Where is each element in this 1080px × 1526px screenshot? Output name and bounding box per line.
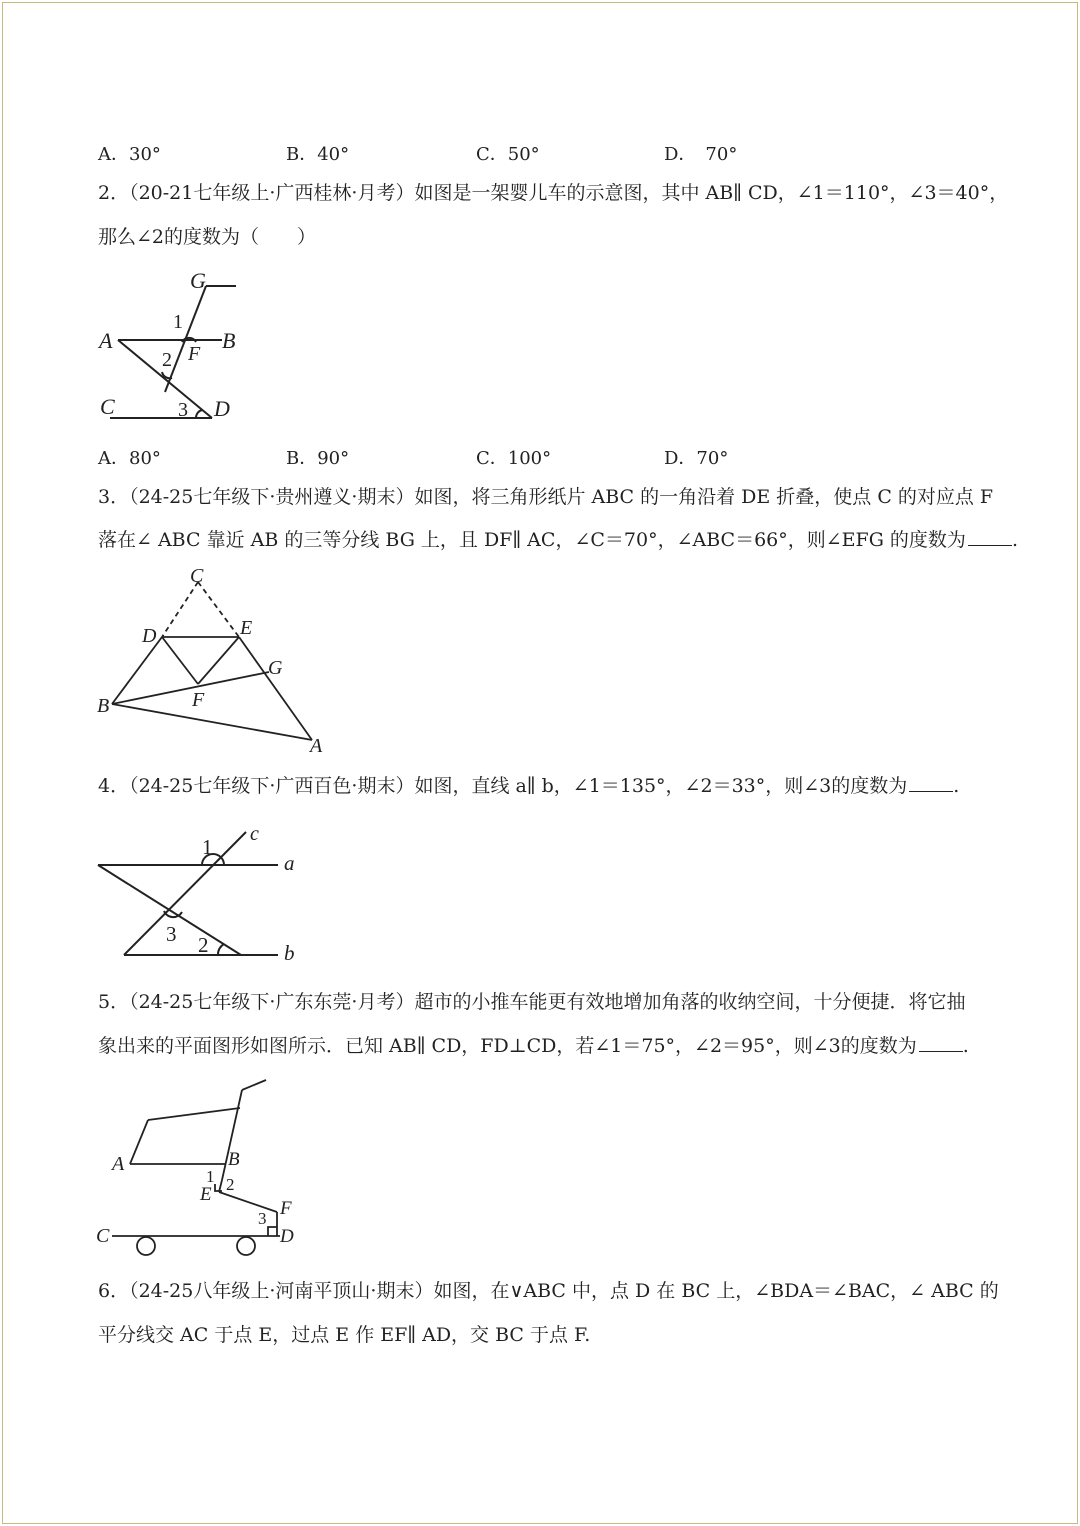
q3-label-e: E bbox=[240, 617, 253, 639]
q2-question-line2: 那么∠2的度数为（ ） bbox=[98, 226, 317, 248]
q2-label-3: 3 bbox=[178, 399, 188, 421]
q5-label-e: E bbox=[200, 1184, 212, 1205]
q2-label-1: 1 bbox=[173, 311, 183, 333]
q2-label-d: D bbox=[214, 396, 230, 421]
q2-stroller-figure bbox=[96, 268, 256, 428]
q3-label-f: F bbox=[192, 689, 205, 711]
q5-label-2: 2 bbox=[226, 1175, 235, 1194]
q3-label-d: D bbox=[142, 625, 157, 647]
q5-question-line2 bbox=[98, 1037, 969, 1056]
q5-shopping-cart-figure bbox=[94, 1074, 314, 1264]
q4-label-2: 2 bbox=[198, 933, 209, 957]
q2-question-line1: 2．（20-21七年级上·广西桂林·月考）如图是一架婴儿车的示意图，其中 AB∥ CD，∠1＝110°，∠3＝40°， bbox=[98, 182, 1009, 204]
q6-question-line1: 6．（24-25八年级上·河南平顶山·期末）如图，在∨ABC 中，点 D 在 BC 上，∠BDA＝∠BAC，∠ ABC 的 bbox=[98, 1280, 999, 1302]
q4-parallel-lines-figure bbox=[96, 820, 316, 970]
q5-label-c: C bbox=[96, 1225, 110, 1247]
q5-answer-blank bbox=[919, 1037, 963, 1052]
q6-question-line2: 平分线交 AC 于点 E，过点 E 作 EF∥ AD，交 BC 于点 F. bbox=[98, 1324, 591, 1346]
q4-label-b: b bbox=[284, 941, 295, 965]
q3-question-line2 bbox=[98, 531, 1018, 550]
q4-label-a: a bbox=[284, 851, 295, 875]
q1-option-c: C．50° bbox=[476, 144, 540, 165]
q2-option-d: D．70° bbox=[664, 448, 729, 469]
q1-option-a: A．30° bbox=[98, 144, 161, 165]
q2-option-c: C．100° bbox=[476, 448, 552, 469]
q3-label-b: B bbox=[97, 695, 110, 717]
q3-line2-text: 落在∠ ABC 靠近 AB 的三等分线 BG 上，且 DF∥ AC，∠C＝70°，∠ABC＝66°，则∠EFG 的度数为 bbox=[98, 529, 966, 551]
q3-folded-triangle-figure bbox=[94, 562, 334, 762]
q3-line2-end: . bbox=[1011, 529, 1018, 551]
q2-label-c: C bbox=[100, 394, 115, 419]
q2-label-g: G bbox=[190, 268, 206, 293]
q4-label-c: c bbox=[250, 823, 259, 845]
q3-label-a: A bbox=[310, 735, 323, 757]
q5-label-1: 1 bbox=[206, 1167, 215, 1186]
q5-line2-end: . bbox=[962, 1035, 969, 1057]
q5-question-line1: 5．（24-25七年级下·广东东莞·月考）超市的小推车能更有效地增加角落的收纳空间，十分便捷．将它抽 bbox=[98, 991, 966, 1013]
q1-option-b: B．40° bbox=[286, 144, 350, 165]
q3-question-line1: 3．（24-25七年级下·贵州遵义·期末）如图，将三角形纸片 ABC 的一角沿着 DE 折叠，使点 C 的对应点 F bbox=[98, 486, 994, 508]
q4-label-1: 1 bbox=[202, 835, 213, 859]
q2-label-a: A bbox=[99, 328, 113, 353]
q1-option-d: D． 70° bbox=[664, 144, 738, 165]
q3-label-g: G bbox=[268, 657, 283, 679]
q5-label-d: D bbox=[280, 1226, 294, 1247]
q2-label-2: 2 bbox=[162, 349, 172, 371]
q2-label-b: B bbox=[222, 328, 236, 353]
q3-answer-blank bbox=[968, 531, 1012, 546]
q2-option-b: B．90° bbox=[286, 448, 350, 469]
q4-line1-text: 4．（24-25七年级下·广西百色·期末）如图，直线 a∥ b，∠1＝135°，∠2＝33°，则∠3的度数为 bbox=[98, 775, 908, 797]
q4-question-line1 bbox=[98, 777, 959, 796]
q5-label-a: A bbox=[112, 1153, 125, 1175]
q5-label-3: 3 bbox=[258, 1209, 267, 1228]
q3-label-c: C bbox=[190, 565, 204, 587]
q4-label-3: 3 bbox=[166, 922, 177, 946]
q5-label-f: F bbox=[280, 1198, 292, 1219]
q5-label-b: B bbox=[228, 1149, 240, 1170]
q4-answer-blank bbox=[909, 777, 953, 792]
q2-option-a: A．80° bbox=[98, 448, 161, 469]
q2-label-f: F bbox=[188, 343, 201, 365]
q4-line1-end: . bbox=[953, 775, 960, 797]
q5-line2-text: 象出来的平面图形如图所示．已知 AB∥ CD，FD⊥CD，若∠1＝75°，∠2＝95°，则∠3的度数为 bbox=[98, 1035, 917, 1057]
